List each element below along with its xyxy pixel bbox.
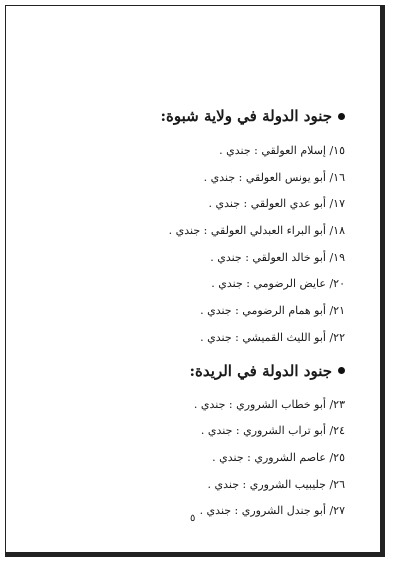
- list-item: ١٥/ إسلام العولقي : جندي .: [219, 144, 345, 157]
- document-body: [40, 105, 345, 525]
- list-item: ٢٥/ عاصم الشروري : جندي .: [212, 450, 345, 464]
- list-item: ٢٧/ أبو جندل الشروري : جندي .: [199, 504, 345, 518]
- section-heading-text: جنود الدولة في ولاية شبوة:: [160, 107, 332, 125]
- list-item: ١٨/ أبو البراء العبدلي العولقي : جندي .: [168, 224, 345, 238]
- list-item: ٢٣/ أبو خطاب الشروري : جندي .: [193, 397, 345, 411]
- list-item: ٢٠/ عايض الرضومي : جندي .: [211, 277, 345, 291]
- list-item: ١٧/ أبو عدي العولقي : جندي .: [208, 197, 345, 211]
- entry-list-raydah: [40, 392, 345, 525]
- list-item: ٢٢/ أبو الليث القميشي : جندي .: [200, 330, 345, 344]
- bullet-icon: [338, 367, 345, 374]
- section-heading-shabwa: [40, 105, 345, 127]
- entry-list-shabwa: [40, 138, 345, 352]
- section-heading-raydah: [40, 360, 345, 382]
- page-number: ٥: [190, 513, 196, 524]
- list-item: ١٦/ أبو يونس العولقي : جندي .: [203, 170, 345, 184]
- bullet-icon: [338, 113, 345, 120]
- list-item: ٢١/ أبو همام الرضومي : جندي .: [200, 304, 345, 318]
- list-item: ١٩/ أبو خالد العولقي : جندي .: [210, 250, 345, 264]
- section-heading-text: جنود الدولة في الريدة:: [189, 361, 332, 380]
- list-item: ٢٤/ أبو تراب الشروري : جندي .: [200, 424, 345, 438]
- list-item: ٢٦/ جليبيب الشروري : جندي .: [207, 477, 345, 491]
